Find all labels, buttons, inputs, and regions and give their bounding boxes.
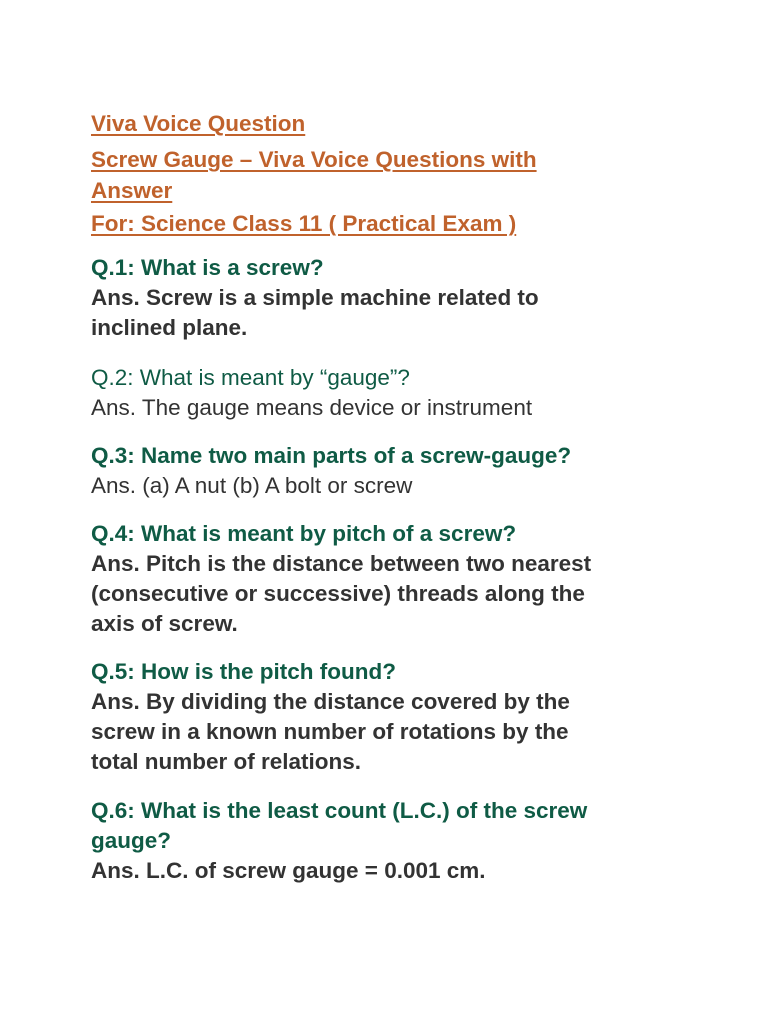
title-screw-gauge-line1[interactable]: Screw Gauge – Viva Voice Questions with (91, 147, 537, 172)
answer-line: (consecutive or successive) threads along the (91, 581, 585, 606)
qa-item-3 (91, 441, 571, 501)
qa-item-5 (91, 657, 570, 777)
question: Q.3: Name two main parts of a screw-gauge? (91, 443, 572, 468)
qa-item-2 (91, 363, 532, 423)
answer-line: total number of relations. (91, 749, 362, 774)
title-screw-gauge-line2[interactable]: Answer (91, 178, 173, 203)
answer-line: axis of screw. (91, 611, 238, 636)
question: Q.4: What is meant by pitch of a screw? (91, 521, 517, 546)
question: Q.5: How is the pitch found? (91, 659, 396, 684)
question-line: gauge? (91, 828, 172, 853)
answer-line: inclined plane. (91, 315, 248, 340)
title-viva-voice[interactable]: Viva Voice Question (91, 111, 306, 136)
answer-line: Ans. (a) A nut (b) A bolt or screw (91, 473, 413, 498)
answer-line: Ans. Screw is a simple machine related to (91, 285, 539, 310)
answer-line: Ans. Pitch is the distance between two nearest (91, 551, 592, 576)
subtitle-class[interactable]: For: Science Class 11 ( Practical Exam ) (91, 211, 517, 236)
qa-item-4 (91, 519, 591, 639)
qa-item-1 (91, 253, 539, 343)
question: Q.2: What is meant by “gauge”? (91, 365, 410, 390)
qa-item-6 (91, 796, 587, 886)
question: Q.1: What is a screw? (91, 255, 324, 280)
answer-line: Ans. By dividing the distance covered by the (91, 689, 570, 714)
question-line: Q.6: What is the least count (L.C.) of the screw (91, 798, 588, 823)
answer-line: Ans. The gauge means device or instrument (91, 395, 533, 420)
answer-line: Ans. L.C. of screw gauge = 0.001 cm. (91, 858, 486, 883)
answer-line: screw in a known number of rotations by the (91, 719, 569, 744)
